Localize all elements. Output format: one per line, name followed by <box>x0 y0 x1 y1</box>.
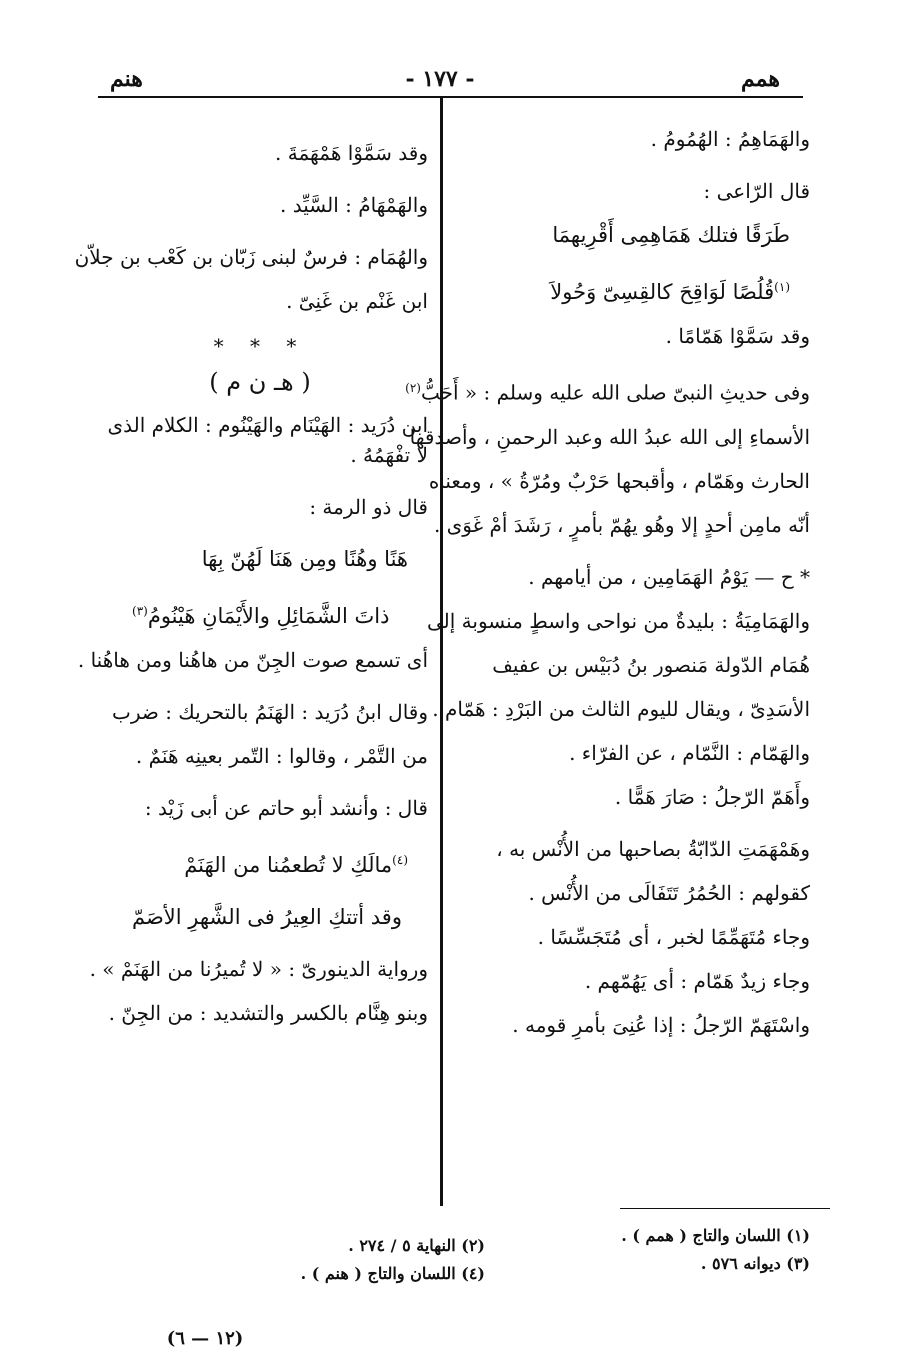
verse-text: ذاتَ الشَّمَائِلِ والأَيْمَانِ هَيْنُومُ <box>147 604 390 628</box>
verse-line: هَنًا وهُنًا ومِن هَنَا لَهُنّ بِهَا <box>201 547 408 571</box>
text-line: الحارث وهَمّام ، وأقبحها حَرْبٌ ومُرّةُ » ، ومعناه <box>428 468 810 493</box>
text-line: وقد سَمَّوْا هَمّامًا . <box>665 324 810 348</box>
verse-line: وقد أتتكِ العِيرُ فى الشَّهرِ الأصَمّ <box>132 905 402 929</box>
text-line: والهَمَاهِمُ : الهُمُومُ . <box>650 127 810 151</box>
line-text: وفى حديثِ النبىّ صلى الله عليه وسلم : « أَحَبُّ <box>420 380 810 405</box>
column-divider <box>440 98 443 1206</box>
text-line: لا تفْهَمُهُ . <box>350 443 428 467</box>
verse-line: طَرَقًا فتلك هَمَاهِمِى أَقْرِيهمَا <box>552 223 790 247</box>
footnotes-right <box>560 1222 810 1278</box>
footnotes-left <box>120 1232 485 1288</box>
footnote-ref: (٢) <box>405 381 421 395</box>
verse-text: قُلُصًا لَوَاقِحَ كالقِسِىّ وَحُولاَ <box>550 280 775 304</box>
footnote-rule <box>620 1208 830 1209</box>
header-rule <box>98 96 803 98</box>
footnote-ref: (٣) <box>132 604 148 618</box>
page-number: - ١٧٧ - <box>405 66 475 92</box>
text-line: وأَهَمّ الرّجلُ : صَارَ هَمًّا . <box>614 784 810 809</box>
verse-text: مالَكِ لا تُطعمُنا من الهَنَمْ <box>184 853 393 877</box>
text-line: ابن غَنْم بن غَنِىّ . <box>286 289 428 313</box>
footnote-ref: (١) <box>774 280 790 294</box>
text-line: والهُمَام : فرسٌ لبنى زَبّان بن كَعْب بن جلاّن <box>74 245 428 269</box>
text-line: والهَمّام : النَّمّام ، عن الفرّاء . <box>569 740 810 765</box>
signature-mark: (١٢ — ٦) <box>166 1328 244 1349</box>
section-heading: ( هـ ن م ) <box>209 368 311 396</box>
text-line: وبنو هِنَّام بالكسر والتشديد : من الجِنّ . <box>108 1001 428 1025</box>
text-line: وقد سَمَّوْا هَمْهَمَةَ . <box>275 141 428 165</box>
text-line: وجاء زيدٌ هَمّام : أى يَهُمّهم . <box>584 968 810 993</box>
text-line: قال الرّاعى : <box>703 179 810 203</box>
text-line: الأسَدِىّ ، ويقال لليوم الثالث من البَرْدِ : هَمّام . <box>432 696 810 721</box>
text-line: ورواية الدينورىّ : « لا تُميرُنا من الهَنَمْ » . <box>89 957 428 981</box>
footnote: (٣) ديوانه ٥٧٦ . <box>700 1254 810 1273</box>
header-root-right: همم <box>741 66 780 92</box>
text-line: أنّه مامِن أحدٍ إلا وهُو يهُمّ بأمرٍ ، رَشَدَ أمْ غَوَى . <box>433 512 810 537</box>
text-line <box>405 373 810 408</box>
text-line: ابن دُرَيد : الهَيْنَام والهَيْنُوم : الكلام الذى <box>107 413 428 437</box>
right-column <box>405 124 810 1040</box>
text-line: هُمَام الدّولة مَنصور بنُ دُبَيْس بن عفيف <box>492 652 810 677</box>
text-line: وقال ابنُ دُرَيد : الهَنَمُ بالتحريك : ضرب <box>111 700 428 724</box>
footnote: (٢) النهاية ٥ / ٢٧٤ . <box>348 1236 485 1255</box>
text-line: واسْتَهَمّ الرّجلُ : إذا عُنِىَ بأمرِ قومه . <box>512 1012 810 1037</box>
text-line: والهَمَامِيَةُ : بليدةٌ من نواحى واسطٍ منسوبة إلى <box>426 608 810 633</box>
verse-line <box>92 596 428 631</box>
text-line: وهَمْهَمَتِ الدّابّةُ بصاحبها من الأُنْس به ، <box>496 836 810 861</box>
verse-line <box>92 845 428 880</box>
text-line: الأسماءِ إلى الله عبدُ الله وعبد الرحمنِ ، وأصدقها <box>409 424 810 449</box>
text-line: أى تسمع صوت الجِنّ من هاهُنا ومن هاهُنا . <box>77 648 428 672</box>
text-line: كقولهم : الحُمُرُ تَتَفَالَى من الأُنْس . <box>528 880 810 905</box>
text-line: وجاء مُتَهَمِّمًا لخبر ، أى مُتَجَسِّسًا . <box>537 924 810 949</box>
section-separator: * * * <box>213 334 307 358</box>
text-line: * ح — يَوْمُ الهَمَامِين ، من أيامهم . <box>528 564 810 589</box>
footnote: (٤) اللسان والتاج ( هنم ) . <box>300 1264 485 1283</box>
text-line: من التَّمْر ، وقالوا : التّمر بعينِه هَنَمٌ . <box>135 744 428 768</box>
footnote: (١) اللسان والتاج ( همم ) . <box>621 1226 810 1245</box>
footnote-ref: (٤) <box>392 853 408 867</box>
header-root-left: هنم <box>110 66 143 92</box>
text-line: قال ذو الرمة : <box>309 495 428 519</box>
left-column <box>74 138 428 1028</box>
verse-line <box>458 272 810 307</box>
text-line: والهَمْهَامُ : السَّيِّد . <box>280 193 428 217</box>
text-line: قال : وأنشد أبو حاتم عن أبى زَيْد : <box>144 796 428 820</box>
